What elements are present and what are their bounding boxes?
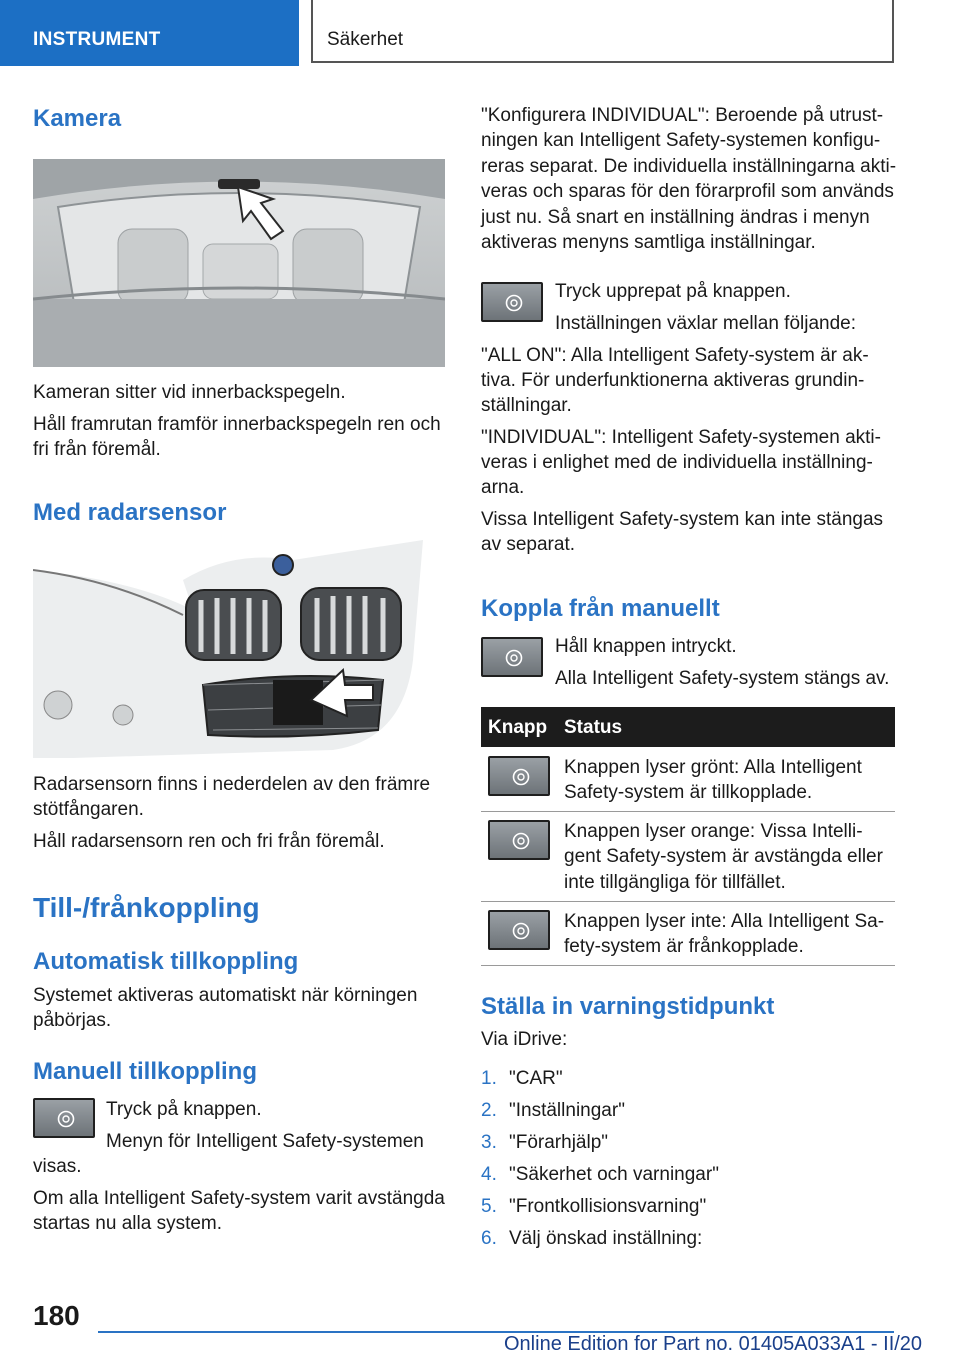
safety-button-icon xyxy=(512,922,530,940)
manuell-text-2b: visas. xyxy=(33,1156,82,1177)
safety-button-icon xyxy=(505,294,523,312)
auto-text-a: Systemet aktiveras automatiskt när körningen xyxy=(33,985,418,1006)
allon-line-3: ställningar. xyxy=(481,395,572,416)
heading-automatisk: Automatisk tillkoppling xyxy=(33,948,299,975)
manuell-text-2a: Menyn för Intelligent Safety-systemen xyxy=(106,1131,424,1152)
section-tab xyxy=(0,0,299,66)
auto-text-b: påbörjas. xyxy=(33,1010,112,1031)
safety-button-image xyxy=(488,756,550,796)
safety-button-icon xyxy=(512,768,530,786)
intro-line-4: veras och sparas för den förarprofil som används xyxy=(481,181,894,202)
safety-button-icon xyxy=(505,649,523,667)
step-text: "Frontkollisionsvarning" xyxy=(509,1196,707,1217)
step-number: 6. xyxy=(481,1228,497,1249)
section-title: INSTRUMENT xyxy=(33,29,161,50)
step-text: "CAR" xyxy=(509,1068,563,1089)
safety-button-icon xyxy=(512,832,530,850)
radar-text-1b: stötfångaren. xyxy=(33,799,144,820)
col-status: Status xyxy=(564,717,623,738)
safety-button-image xyxy=(488,910,550,950)
press-text-2: Inställningen växlar mellan följande: xyxy=(555,313,857,334)
heading-koppla: Koppla från manuellt xyxy=(481,595,720,622)
manuell-text-3a: Om alla Intelligent Safety-system varit avstängda xyxy=(33,1188,445,1209)
table-divider xyxy=(481,901,895,902)
heading-manuell: Manuell tillkoppling xyxy=(33,1058,257,1085)
step-number: 5. xyxy=(481,1196,497,1217)
step-text: "Inställningar" xyxy=(509,1100,625,1121)
table-row3-line2: fety-system är frånkopplade. xyxy=(564,936,804,957)
manuell-text-1: Tryck på knappen. xyxy=(106,1099,262,1120)
intro-line-2: ningen kan Intelligent Safety-systemen konfigu- xyxy=(481,130,881,151)
table-row2-line1: Knappen lyser orange: Vissa Intelli- xyxy=(564,821,863,842)
allon-line-1: "ALL ON": Alla Intelligent Safety-system är ak- xyxy=(481,345,869,366)
table-row3-line1: Knappen lyser inte: Alla Intelligent Sa- xyxy=(564,911,885,932)
camera-photo xyxy=(33,159,445,367)
press-text-1: Tryck upprepat på knappen. xyxy=(555,281,791,302)
vissa-line-1: Vissa Intelligent Safety-system kan inte stängas xyxy=(481,509,884,530)
edition-note: Online Edition for Part no. 01405A033A1 - II/20 xyxy=(504,1333,923,1355)
page-number: 180 xyxy=(33,1300,80,1331)
step-text: "Säkerhet och varningar" xyxy=(509,1164,719,1185)
safety-button-icon xyxy=(57,1110,75,1128)
individual-line-2: veras i enlighet med de individuella inställning- xyxy=(481,452,873,473)
table-divider xyxy=(481,965,895,966)
safety-button-image xyxy=(481,282,543,322)
safety-button-image xyxy=(33,1098,95,1138)
intro-line-3: reras separat. De individuella inställningarna akti- xyxy=(481,156,897,177)
step-number: 4. xyxy=(481,1164,497,1185)
kamera-text-2a: Håll framrutan framför innerbackspegeln ren och xyxy=(33,414,441,435)
vissa-line-2: av separat. xyxy=(481,534,575,555)
table-row2-line3: inte tillgängliga för tillfället. xyxy=(564,872,786,893)
koppla-text-2: Alla Intelligent Safety-system stängs av. xyxy=(555,668,890,689)
table-row1-line1: Knappen lyser grönt: Alla Intelligent xyxy=(564,757,862,778)
chapter-title: Säkerhet xyxy=(327,29,404,50)
intro-line-6: aktiveras menyns samtliga inställningar. xyxy=(481,232,816,253)
safety-button-image xyxy=(481,637,543,677)
individual-line-3: arna. xyxy=(481,477,525,498)
koppla-text-1: Håll knappen intryckt. xyxy=(555,636,737,657)
manuell-text-3b: startas nu alla system. xyxy=(33,1213,223,1234)
step-number: 2. xyxy=(481,1100,497,1121)
step-number: 3. xyxy=(481,1132,497,1153)
heading-varning: Ställa in varningstidpunkt xyxy=(481,993,775,1020)
status-table-header xyxy=(481,707,895,747)
heading-kamera: Kamera xyxy=(33,105,122,132)
step-number: 1. xyxy=(481,1068,497,1089)
safety-button-image xyxy=(488,820,550,860)
individual-line-1: "INDIVIDUAL": Intelligent Safety-systemen akti- xyxy=(481,427,881,448)
table-divider xyxy=(481,811,895,812)
allon-line-2: tiva. För underfunktionerna aktiveras grundin- xyxy=(481,370,865,391)
radar-text-1a: Radarsensorn finns i nederdelen av den främre xyxy=(33,774,431,795)
intro-line-5: just nu. Så snart en inställning ändras i menyn xyxy=(481,207,870,228)
radar-photo xyxy=(33,540,445,758)
heading-till-fran: Till-/frånkoppling xyxy=(33,892,260,923)
heading-radar: Med radarsensor xyxy=(33,499,227,526)
via-idrive: Via iDrive: xyxy=(481,1029,568,1050)
step-text: "Förarhjälp" xyxy=(509,1132,609,1153)
col-knapp: Knapp xyxy=(488,717,548,738)
kamera-text-2b: fri från föremål. xyxy=(33,439,161,460)
table-row2-line2: gent Safety-system är avstängda eller xyxy=(564,846,883,867)
step-text: Välj önskad inställning: xyxy=(509,1228,703,1249)
chapter-tab xyxy=(311,0,894,63)
intro-line-1: "Konfigurera INDIVIDUAL": Beroende på utrust- xyxy=(481,105,884,126)
kamera-text-1: Kameran sitter vid innerbackspegeln. xyxy=(33,382,346,403)
table-row1-line2: Safety-system är tillkopplade. xyxy=(564,782,813,803)
radar-text-2: Håll radarsensorn ren och fri från föremål. xyxy=(33,831,385,852)
